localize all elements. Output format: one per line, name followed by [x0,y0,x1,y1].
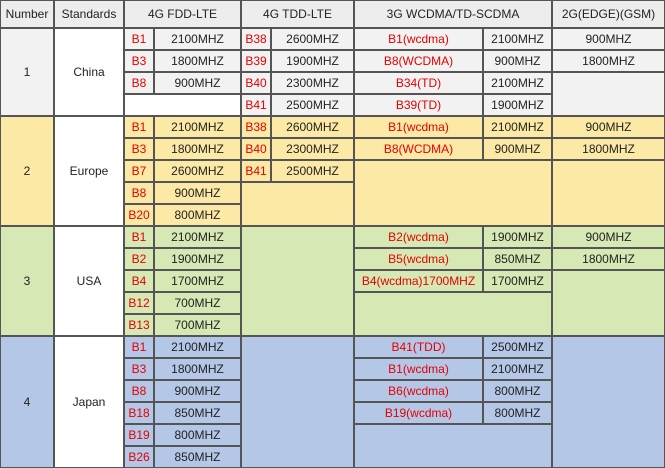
tdd-band: B38 [241,116,271,138]
gsm-empty [552,72,665,116]
wcdma-band: B1(wcdma) [354,358,483,380]
fdd-frequency: 1900MHZ [154,248,241,270]
wcdma-frequency: 1700MHZ [483,270,552,292]
wcdma-frequency: 850MHZ [483,248,552,270]
wcdma-band: B19(wcdma) [354,402,483,424]
wcdma-band: B34(TD) [354,72,483,94]
header-number: Number [0,0,54,28]
tdd-empty [241,226,354,336]
gsm-frequency: 1800MHZ [552,248,665,270]
gsm-frequency: 900MHZ [552,226,665,248]
fdd-empty [124,94,241,116]
header-fdd: 4G FDD-LTE [124,0,241,28]
wcdma-frequency: 2100MHZ [483,358,552,380]
wcdma-band: B1(wcdma) [354,116,483,138]
tdd-frequency: 2500MHZ [271,160,354,182]
wcdma-band: B4(wcdma)1700MHZ [354,270,483,292]
wcdma-frequency: 2100MHZ [483,28,552,50]
region-number: 4 [0,336,54,468]
fdd-band: B1 [124,336,154,358]
tdd-frequency: 2300MHZ [271,72,354,94]
fdd-frequency: 1800MHZ [154,50,241,72]
fdd-band: B3 [124,138,154,160]
header-wcdma: 3G WCDMA/TD-SCDMA [354,0,552,28]
header-tdd: 4G TDD-LTE [241,0,354,28]
fdd-band: B3 [124,50,154,72]
tdd-frequency: 2600MHZ [271,116,354,138]
gsm-empty [552,336,665,468]
fdd-frequency: 2100MHZ [154,28,241,50]
gsm-empty [552,270,665,336]
fdd-frequency: 800MHZ [154,204,241,226]
wcdma-empty [354,292,552,336]
fdd-frequency: 800MHZ [154,424,241,446]
region-name: Europe [54,116,124,226]
wcdma-frequency: 900MHZ [483,50,552,72]
wcdma-frequency: 2500MHZ [483,336,552,358]
tdd-frequency: 2500MHZ [271,94,354,116]
region-number: 2 [0,116,54,226]
wcdma-band: B2(wcdma) [354,226,483,248]
wcdma-band: B8(WCDMA) [354,50,483,72]
fdd-band: B1 [124,28,154,50]
fdd-band: B1 [124,116,154,138]
region-name: USA [54,226,124,336]
fdd-band: B3 [124,358,154,380]
tdd-empty [241,336,354,468]
fdd-frequency: 850MHZ [154,402,241,424]
header-standards: Standards [54,0,124,28]
fdd-frequency: 2100MHZ [154,116,241,138]
wcdma-frequency: 2100MHZ [483,116,552,138]
gsm-frequency: 900MHZ [552,116,665,138]
gsm-frequency: 1800MHZ [552,138,665,160]
fdd-frequency: 900MHZ [154,182,241,204]
tdd-band: B40 [241,72,271,94]
fdd-band: B8 [124,380,154,402]
fdd-band: B7 [124,160,154,182]
fdd-frequency: 1700MHZ [154,270,241,292]
tdd-band: B40 [241,138,271,160]
fdd-frequency: 700MHZ [154,292,241,314]
tdd-frequency: 1900MHZ [271,50,354,72]
fdd-band: B20 [124,204,154,226]
region-number: 1 [0,28,54,116]
fdd-band: B8 [124,182,154,204]
fdd-frequency: 2600MHZ [154,160,241,182]
fdd-frequency: 1800MHZ [154,358,241,380]
wcdma-frequency: 1900MHZ [483,226,552,248]
wcdma-band: B5(wcdma) [354,248,483,270]
gsm-empty [552,160,665,226]
wcdma-band: B41(TDD) [354,336,483,358]
wcdma-band: B8(WCDMA) [354,138,483,160]
region-name: Japan [54,336,124,468]
fdd-frequency: 850MHZ [154,446,241,468]
fdd-frequency: 1800MHZ [154,138,241,160]
fdd-frequency: 700MHZ [154,314,241,336]
fdd-frequency: 900MHZ [154,380,241,402]
wcdma-frequency: 1900MHZ [483,94,552,116]
wcdma-frequency: 800MHZ [483,402,552,424]
tdd-band: B38 [241,28,271,50]
wcdma-frequency: 800MHZ [483,380,552,402]
tdd-frequency: 2600MHZ [271,28,354,50]
header-gsm: 2G(EDGE)(GSM) [552,0,665,28]
fdd-band: B2 [124,248,154,270]
fdd-band: B4 [124,270,154,292]
wcdma-frequency: 900MHZ [483,138,552,160]
tdd-empty [241,182,354,226]
fdd-band: B13 [124,314,154,336]
tdd-band: B39 [241,50,271,72]
tdd-band: B41 [241,160,271,182]
gsm-frequency: 1800MHZ [552,50,665,72]
wcdma-frequency: 2100MHZ [483,72,552,94]
tdd-band: B41 [241,94,271,116]
fdd-band: B19 [124,424,154,446]
wcdma-empty [354,424,552,468]
region-name: China [54,28,124,116]
fdd-band: B8 [124,72,154,94]
wcdma-band: B39(TD) [354,94,483,116]
wcdma-empty [354,160,552,226]
fdd-frequency: 2100MHZ [154,226,241,248]
tdd-frequency: 2300MHZ [271,138,354,160]
gsm-frequency: 900MHZ [552,28,665,50]
wcdma-band: B1(wcdma) [354,28,483,50]
fdd-band: B26 [124,446,154,468]
region-number: 3 [0,226,54,336]
fdd-band: B18 [124,402,154,424]
wcdma-band: B6(wcdma) [354,380,483,402]
fdd-frequency: 2100MHZ [154,336,241,358]
fdd-band: B1 [124,226,154,248]
fdd-frequency: 900MHZ [154,72,241,94]
fdd-band: B12 [124,292,154,314]
